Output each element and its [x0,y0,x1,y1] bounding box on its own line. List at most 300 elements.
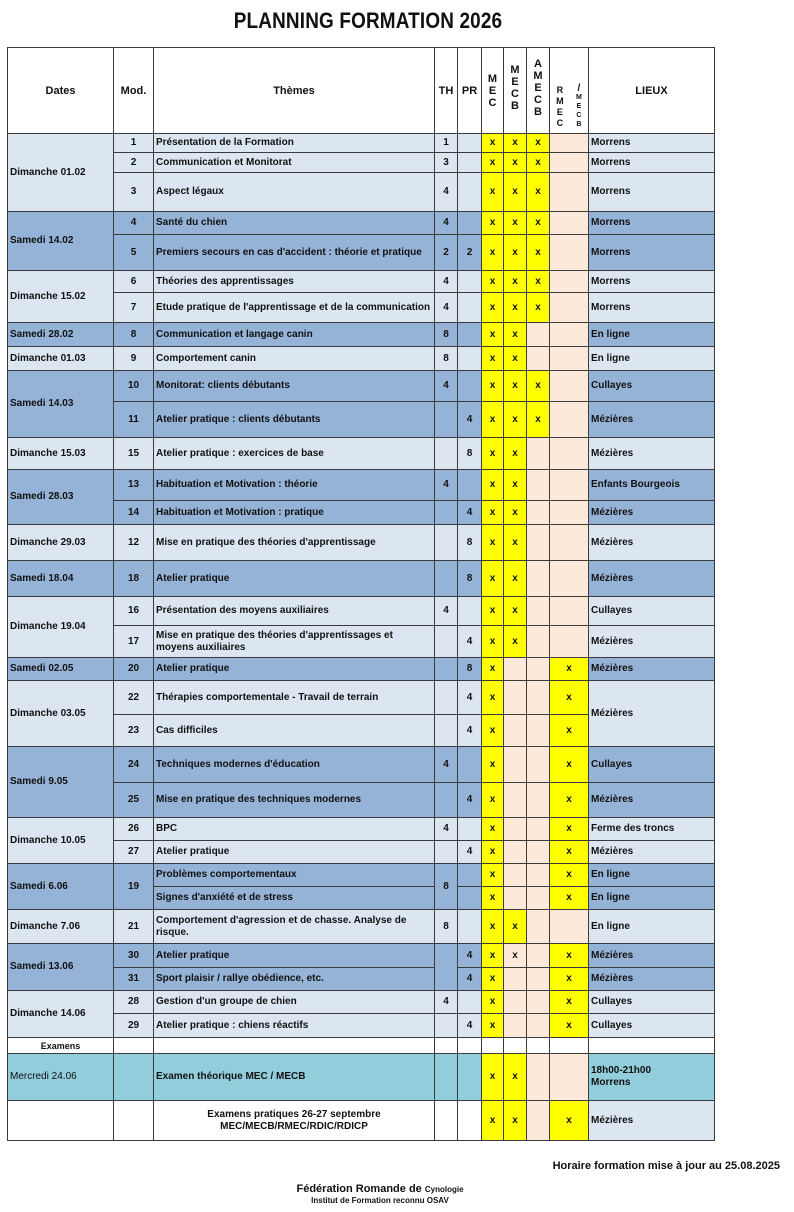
theory-hours [435,715,458,747]
amecb-mark: x [527,293,550,323]
module-number: 11 [114,402,154,438]
rmec-cell [550,470,589,501]
mecb-mark: x [504,347,527,371]
theme-text: Théories des apprentissages [154,271,435,293]
theory-hours: 8 [435,910,458,944]
theme-text: Présentation de la Formation [154,134,435,153]
header-th: TH [435,48,458,134]
theory-hours: 4 [435,271,458,293]
session-date: Dimanche 03.05 [8,681,114,747]
mecb-mark: x [504,212,527,235]
mecb-cell [504,715,527,747]
table-row [8,561,715,597]
exams-body [8,1038,715,1141]
exam-practical-mec-mark: x [482,1101,504,1141]
practice-hours: 4 [458,626,482,658]
amecb-cell [527,715,550,747]
amecb-cell [527,818,550,841]
mecb-cell [504,887,527,910]
session-date: Dimanche 15.02 [8,271,114,323]
table-row [8,658,715,681]
empty-cell [458,1101,482,1141]
table-row [8,293,715,323]
module-number: 10 [114,371,154,402]
session-date: Dimanche 01.03 [8,347,114,371]
amecb-cell [527,501,550,525]
table-row [8,944,715,968]
session-date: Samedi 14.02 [8,212,114,271]
mecb-mark: x [504,323,527,347]
org-name-line [250,1183,510,1195]
table-row [8,1014,715,1038]
theme-text: Atelier pratique : clients débutants [154,402,435,438]
module-number: 13 [114,470,154,501]
amecb-mark: x [527,271,550,293]
theory-hours: 4 [435,597,458,626]
amecb-cell [527,783,550,818]
exam-practical-amecb-cell [527,1101,550,1141]
mecb-mark: x [504,597,527,626]
practice-hours [458,864,482,887]
header-mecb-letter: M [510,63,520,76]
header-mec-letter: C [488,96,497,109]
theory-hours: 1 [435,134,458,153]
amecb-cell [527,747,550,783]
header-rmec-mecb [550,48,589,134]
location: Cullayes [589,597,715,626]
rmec-cell [550,271,589,293]
module-number: 28 [114,991,154,1014]
exam-theory-rmec-cell [550,1054,589,1101]
location: Ferme des troncs [589,818,715,841]
amecb-cell [527,626,550,658]
table-row [8,134,715,153]
schedule-body [8,134,715,1038]
module-number: 18 [114,561,154,597]
module-number: 16 [114,597,154,626]
header-amecb-letter: E [534,81,542,94]
mecb-mark: x [504,944,527,968]
header-amecb-letter: B [534,105,542,118]
mec-mark: x [482,561,504,597]
header-rmec-letter: C [556,118,564,128]
header-slash: / [577,83,581,94]
module-number: 19 [114,864,154,910]
exam-theory-row [8,1054,715,1101]
rmec-mark: x [550,944,589,968]
theme-text: Habituation et Motivation : pratique [154,501,435,525]
mec-mark: x [482,212,504,235]
mec-mark: x [482,134,504,153]
practice-hours: 8 [458,438,482,470]
mec-mark: x [482,626,504,658]
mecb-mark: x [504,626,527,658]
location: Mézières [589,402,715,438]
mec-mark: x [482,658,504,681]
rmec-mark: x [550,841,589,864]
location: Mézières [589,968,715,991]
theory-hours: 4 [435,212,458,235]
theory-hours: 4 [435,371,458,402]
practice-hours [458,991,482,1014]
amecb-cell [527,944,550,968]
amecb-cell [527,658,550,681]
table-row [8,991,715,1014]
theme-text: Atelier pratique [154,944,435,968]
header-amecb-letter: A [534,57,542,70]
rmec-cell [550,347,589,371]
rmec-cell [550,525,589,561]
theme-text: Cas difficiles [154,715,435,747]
empty-cell [458,1054,482,1101]
mec-mark: x [482,470,504,501]
empty-cell [154,1038,435,1054]
mecb-cell [504,681,527,715]
session-date: Samedi 02.05 [8,658,114,681]
module-number: 29 [114,1014,154,1038]
empty-cell [435,1054,458,1101]
header-rmec-letter: E [556,107,563,117]
theory-hours: 4 [435,173,458,212]
location: Mézières [589,944,715,968]
rmec-mark: x [550,1014,589,1038]
theme-text: Techniques modernes d'éducation [154,747,435,783]
session-date: Samedi 14.03 [8,371,114,438]
header-rmec-letter: M [556,96,564,106]
mec-mark: x [482,323,504,347]
mec-mark: x [482,864,504,887]
mec-mark: x [482,293,504,323]
amecb-cell [527,681,550,715]
session-date: Dimanche 01.02 [8,134,114,212]
theme-text: Monitorat: clients débutants [154,371,435,402]
theory-hours: 2 [435,235,458,271]
rmec-cell [550,561,589,597]
location: Morrens [589,173,715,212]
mecb-cell [504,783,527,818]
exam-practical-line2: MEC/MECB/RMEC/RDIC/RDICP [220,1120,368,1132]
mecb-cell [504,747,527,783]
rmec-cell [550,438,589,470]
module-number: 8 [114,323,154,347]
table-row [8,371,715,402]
empty-cell [504,1038,527,1054]
header-mec-letter: M [487,72,498,85]
practice-hours: 4 [458,402,482,438]
exam-theory-time: 18h00-21h00 [591,1065,652,1076]
header-mec-letter: E [488,84,497,97]
practice-hours [458,371,482,402]
module-number: 30 [114,944,154,968]
table-row [8,864,715,887]
mec-mark: x [482,347,504,371]
org-name: Fédération Romande de [296,1183,422,1195]
session-date: Dimanche 29.03 [8,525,114,561]
mec-mark: x [482,841,504,864]
practice-hours [458,470,482,501]
practice-hours [458,818,482,841]
amecb-cell [527,525,550,561]
table-row [8,235,715,271]
mecb-cell [504,991,527,1014]
mecb-mark: x [504,293,527,323]
rmec-cell [550,212,589,235]
theme-text: Gestion d'un groupe de chien [154,991,435,1014]
exam-theory-lieu [589,1054,715,1101]
exams-section-row [8,1038,715,1054]
rmec-cell [550,323,589,347]
practice-hours: 2 [458,235,482,271]
module-number: 26 [114,818,154,841]
rmec-cell [550,626,589,658]
theme-text: Atelier pratique [154,561,435,597]
rmec-mark: x [550,658,589,681]
mec-mark: x [482,910,504,944]
header-mec [482,48,504,134]
location: En ligne [589,910,715,944]
rmec-mark: x [550,783,589,818]
theory-hours: 4 [435,991,458,1014]
empty-cell [114,1101,154,1141]
theme-text: Premiers secours en cas d'accident : théorie et pratique [154,235,435,271]
practice-hours: 4 [458,715,482,747]
header-mecb2-letter: M [575,94,582,101]
table-row [8,841,715,864]
location: Morrens [589,235,715,271]
rmec-cell [550,153,589,173]
exam-practical-theme [154,1101,435,1141]
amecb-mark: x [527,134,550,153]
header-lieux: LIEUX [589,48,715,134]
session-date: Dimanche 7.06 [8,910,114,944]
theory-hours [435,681,458,715]
exam-practical-line1: Examens pratiques 26-27 septembre [207,1108,381,1120]
rmec-cell [550,235,589,271]
theme-text: Atelier pratique : exercices de base [154,438,435,470]
mec-mark: x [482,371,504,402]
organization-block [250,1183,510,1205]
table-row [8,153,715,173]
empty-cell [114,1038,154,1054]
practice-hours [458,597,482,626]
practice-hours [458,134,482,153]
theme-text: Mise en pratique des techniques modernes [154,783,435,818]
header-mecb-letter: B [511,99,519,112]
mecb-mark: x [504,525,527,561]
practice-hours: 4 [458,783,482,818]
practice-hours [458,347,482,371]
amecb-mark: x [527,371,550,402]
header-pr: PR [458,48,482,134]
exam-theory-location: Morrens [591,1077,631,1088]
location: Cullayes [589,1014,715,1038]
mecb-cell [504,1014,527,1038]
rmec-mark: x [550,968,589,991]
theory-hours: 3 [435,153,458,173]
mecb-cell [504,841,527,864]
theory-hours [435,561,458,597]
mec-mark: x [482,887,504,910]
module-number: 25 [114,783,154,818]
mecb-mark: x [504,371,527,402]
table-row [8,747,715,783]
amecb-cell [527,841,550,864]
exam-practical-mecb-mark: x [504,1101,527,1141]
table-row [8,626,715,658]
rmec-cell [550,371,589,402]
session-date: Samedi 6.06 [8,864,114,910]
table-row [8,323,715,347]
theory-hours [435,944,458,991]
empty-cell [550,1038,589,1054]
exam-theory-date: Mercredi 24.06 [8,1054,114,1101]
theme-text: Thérapies comportementale - Travail de terrain [154,681,435,715]
header-rmec-letter: R [556,85,564,95]
session-date: Dimanche 14.06 [8,991,114,1038]
theme-text: Comportement d'agression et de chasse. Analyse de risque. [154,910,435,944]
exam-theory-amecb-cell [527,1054,550,1101]
module-number: 5 [114,235,154,271]
table-row [8,212,715,235]
practice-hours: 8 [458,525,482,561]
practice-hours: 4 [458,501,482,525]
theme-text: Signes d'anxiété et de stress [154,887,435,910]
rmec-mark: x [550,887,589,910]
empty-cell [589,1038,715,1054]
module-number: 1 [114,134,154,153]
org-name-small: Cynologie [424,1185,464,1194]
mecb-mark: x [504,153,527,173]
table-row [8,597,715,626]
header-mecb2-letter: C [576,112,582,119]
location: Mézières [589,841,715,864]
theory-hours [435,438,458,470]
theme-text: Présentation des moyens auxiliaires [154,597,435,626]
module-number: 27 [114,841,154,864]
mec-mark: x [482,173,504,212]
practice-hours: 4 [458,1014,482,1038]
amecb-mark: x [527,235,550,271]
header-amecb [527,48,550,134]
module-number: 15 [114,438,154,470]
amecb-mark: x [527,402,550,438]
empty-cell [458,1038,482,1054]
org-subtitle: Institut de Formation reconnu OSAV [311,1196,449,1205]
module-number: 7 [114,293,154,323]
rmec-mark: x [550,681,589,715]
table-row [8,271,715,293]
module-number: 23 [114,715,154,747]
practice-hours: 4 [458,944,482,968]
module-number: 31 [114,968,154,991]
header-themes: Thèmes [154,48,435,134]
location: En ligne [589,887,715,910]
mecb-mark: x [504,561,527,597]
mecb-mark: x [504,438,527,470]
table-row [8,681,715,715]
header-row [8,48,715,134]
exam-theory-mecb-mark: x [504,1054,527,1101]
mecb-mark: x [504,910,527,944]
exam-practical-rmec-mark: x [550,1101,589,1141]
mecb-cell [504,864,527,887]
practice-hours: 4 [458,968,482,991]
table-row [8,501,715,525]
table-row [8,347,715,371]
empty-cell [482,1038,504,1054]
practice-hours [458,323,482,347]
theme-text: Santé du chien [154,212,435,235]
mecb-mark: x [504,235,527,271]
session-date: Samedi 9.05 [8,747,114,818]
mec-mark: x [482,271,504,293]
module-number: 2 [114,153,154,173]
location: Cullayes [589,747,715,783]
rmec-cell [550,501,589,525]
module-number: 24 [114,747,154,783]
exam-theory-theme: Examen théorique MEC / MECB [154,1054,435,1101]
mecb-mark: x [504,173,527,212]
mecb-cell [504,968,527,991]
location: Morrens [589,271,715,293]
table-row [8,910,715,944]
mecb-mark: x [504,271,527,293]
location: Mézières [589,783,715,818]
empty-cell [114,1054,154,1101]
rmec-cell [550,402,589,438]
mec-mark: x [482,818,504,841]
table-row [8,402,715,438]
update-note: Horaire formation mise à jour au 25.08.2025 [552,1160,780,1172]
theme-text: Communication et Monitorat [154,153,435,173]
location: Mézières [589,561,715,597]
location: Cullayes [589,991,715,1014]
mec-mark: x [482,968,504,991]
location: Mézières [589,438,715,470]
theme-text: Problèmes comportementaux [154,864,435,887]
practice-hours [458,910,482,944]
mec-mark: x [482,525,504,561]
location: En ligne [589,347,715,371]
practice-hours [458,293,482,323]
location: Morrens [589,212,715,235]
location: Enfants Bourgeois [589,470,715,501]
theme-text: Comportement canin [154,347,435,371]
theory-hours [435,1014,458,1038]
header-mecb-letter: C [511,87,519,100]
empty-cell [435,1038,458,1054]
table-row [8,438,715,470]
amecb-cell [527,470,550,501]
amecb-cell [527,991,550,1014]
mec-mark: x [482,681,504,715]
mec-mark: x [482,991,504,1014]
mec-mark: x [482,501,504,525]
session-date: Dimanche 19.04 [8,597,114,658]
theme-text: Communication et langage canin [154,323,435,347]
amecb-mark: x [527,173,550,212]
module-number: 21 [114,910,154,944]
table-row [8,525,715,561]
mec-mark: x [482,1014,504,1038]
rmec-mark: x [550,715,589,747]
amecb-cell [527,887,550,910]
mec-mark: x [482,747,504,783]
location: Mézières [589,525,715,561]
location: Cullayes [589,371,715,402]
table-row [8,173,715,212]
module-number: 17 [114,626,154,658]
